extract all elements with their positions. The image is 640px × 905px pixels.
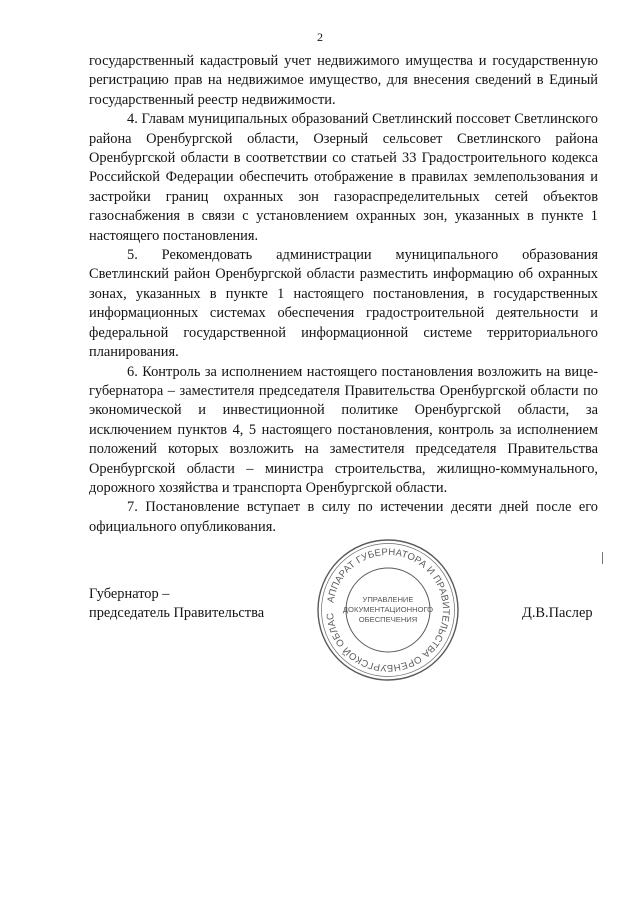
paragraph-5: 5. Рекомендовать администрации муниципального образования Светлинский район Оренбургской области разместить информацию об охранных зонах, указанных в пункте 1 настоящего постановления, в государственных информационных системах обеспечения градостроительной деятельности и федеральной государственной информационной системе территориального планирования. <box>89 247 598 361</box>
document-body <box>89 52 598 537</box>
stamp-inner-line-2: ДОКУМЕНТАЦИОННОГО <box>342 605 434 614</box>
paragraph-continuation: государственный кадастровый учет недвижимого имущества и государственную регистрацию прав на недвижимое имущество, для внесения сведений в Единый государственный реестр недвижимости. <box>89 53 598 108</box>
stamp-ring-text: АППАРАТ ГУБЕРНАТОРА И ПРАВИТЕЛЬСТВА ОРЕНБУРГСКОЙ ОБЛАС <box>325 546 452 674</box>
stamp-inner-line-1: УПРАВЛЕНИЕ <box>362 595 414 604</box>
signatory-name: Д.В.Паслер <box>522 605 593 621</box>
paragraph-4: 4. Главам муниципальных образований Светлинский поссовет Светлинского района Оренбургской области, Озерный сельсовет Светлинского района Оренбургской области в соответствии со статьей 33 Градостроительного кодекса Российской Федерации обеспечить отображение в правилах землепользования и застройки границ охранных зон газораспределительных сетей объектов газоснабжения в связи с установлением охранных зон, указанных в пункте 1 настоящего постановления. <box>89 111 598 244</box>
scan-edge-mark <box>602 552 603 564</box>
signatory-title-line-1: Губернатор – <box>89 586 170 602</box>
official-seal-stamp <box>313 535 463 685</box>
paragraph-7: 7. Постановление вступает в силу по истечении десяти дней после его официального опубликования. <box>89 499 598 535</box>
paragraph-6: 6. Контроль за исполнением настоящего постановления возложить на вице-губернатора – заместителя председателя Правительства Оренбургской области по экономической и инвестиционной политике Оренбургской области, за исключением пунктов 4, 5 настоящего постановления, контроль за исполнением положений которых возложить на заместителя председателя Правительства Оренбургской области – министра строительства, жилищно-коммунального, дорожного хозяйства и транспорта Оренбургской области. <box>89 363 598 496</box>
signatory-title <box>89 585 264 624</box>
page-number: 2 <box>317 30 323 44</box>
stamp-inner-line-3: ОБЕСПЕЧЕНИЯ <box>358 615 418 624</box>
signatory-title-line-2: председатель Правительства <box>89 605 265 622</box>
stamp-graphic <box>313 535 463 685</box>
